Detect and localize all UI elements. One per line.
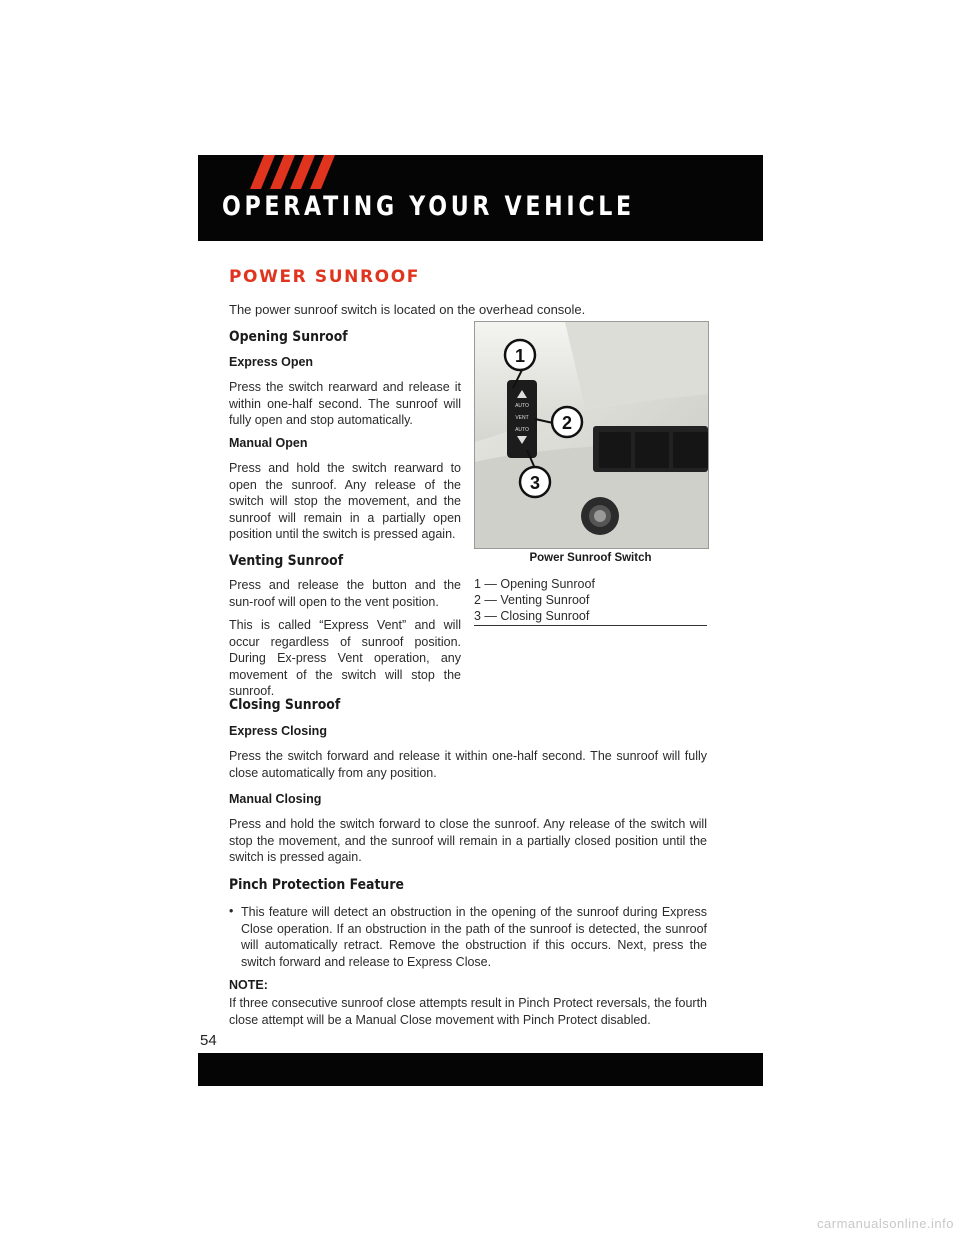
legend-item: 3 — Closing Sunroof bbox=[474, 609, 590, 623]
sunroof-switch-illustration bbox=[475, 322, 708, 548]
switch-label-auto-bottom: AUTO bbox=[515, 427, 529, 433]
sunroof-switch-photo bbox=[474, 321, 709, 549]
opening-heading: Opening Sunroof bbox=[229, 329, 348, 345]
express-open-text: Press the switch rearward and release it within one-half second. The sunroof will fully open and stop automatically. bbox=[229, 380, 461, 427]
watermark: carmanualsonline.info bbox=[817, 1216, 954, 1231]
manual-closing-heading: Manual Closing bbox=[229, 792, 322, 806]
bullet-marker: • bbox=[229, 904, 234, 918]
intro-text: The power sunroof switch is located on the overhead console. bbox=[229, 302, 586, 317]
legend-item: 2 — Venting Sunroof bbox=[474, 593, 590, 607]
venting-text-1: Press and release the button and the sun-roof will open to the vent position. bbox=[229, 578, 461, 609]
venting-text-2: This is called “Express Vent” and will occur regardless of sunroof position. During Ex-press Vent operation, any movement of the switch will stop the sunroof. bbox=[229, 618, 461, 698]
brand-stripes-icon bbox=[250, 155, 340, 189]
chapter-title: OPERATING YOUR VEHICLE bbox=[222, 191, 635, 222]
note-label: NOTE: bbox=[229, 978, 268, 992]
chapter-header bbox=[198, 155, 763, 241]
legend-item: 1 — Opening Sunroof bbox=[474, 577, 595, 591]
manual-open-text: Press and hold the switch rearward to open the sunroof. Any release of the switch will stop the movement, and the sunroof will remain in a partially open position until the switch is pressed again. bbox=[229, 461, 461, 541]
venting-heading: Venting Sunroof bbox=[229, 553, 344, 569]
switch-label-vent: VENT bbox=[515, 415, 529, 421]
page-number: 54 bbox=[200, 1032, 217, 1049]
pinch-bullet-text: This feature will detect an obstruction in the opening of the sunroof during Express Close operation. If an obstruction in the path of the sunroof is detected, the sunroof will automatically retract. Remove the obstruction if this occurs. Next, press the switch forward and release to Express Close. bbox=[241, 905, 707, 969]
express-closing-heading: Express Closing bbox=[229, 724, 327, 738]
callout-2: 2 bbox=[561, 413, 573, 433]
express-closing-text: Press the switch forward and release it within one-half second. The sunroof will fully close automatically from any position. bbox=[229, 749, 707, 780]
manual-closing-text: Press and hold the switch forward to close the sunroof. Any release of the switch will stop the movement, and the sunroof will remain in a partially closed position until the switch is pressed again. bbox=[229, 817, 707, 864]
figure-caption: Power Sunroof Switch bbox=[529, 552, 652, 564]
express-open-heading: Express Open bbox=[229, 355, 314, 369]
pinch-heading: Pinch Protection Feature bbox=[229, 877, 404, 893]
figure-legend bbox=[474, 576, 707, 624]
legend-divider bbox=[474, 625, 707, 626]
callout-3: 3 bbox=[529, 473, 541, 493]
switch-label-auto-top: AUTO bbox=[515, 403, 529, 409]
footer-bar bbox=[198, 1053, 763, 1086]
closing-heading: Closing Sunroof bbox=[229, 697, 341, 713]
note-text: If three consecutive sunroof close attempts result in Pinch Protect reversals, the fourth close attempt will be a Manual Close movement with Pinch Protect disabled. bbox=[229, 996, 707, 1027]
callout-1: 1 bbox=[514, 346, 526, 366]
section-title: POWER SUNROOF bbox=[229, 267, 420, 287]
manual-open-heading: Manual Open bbox=[229, 436, 308, 450]
